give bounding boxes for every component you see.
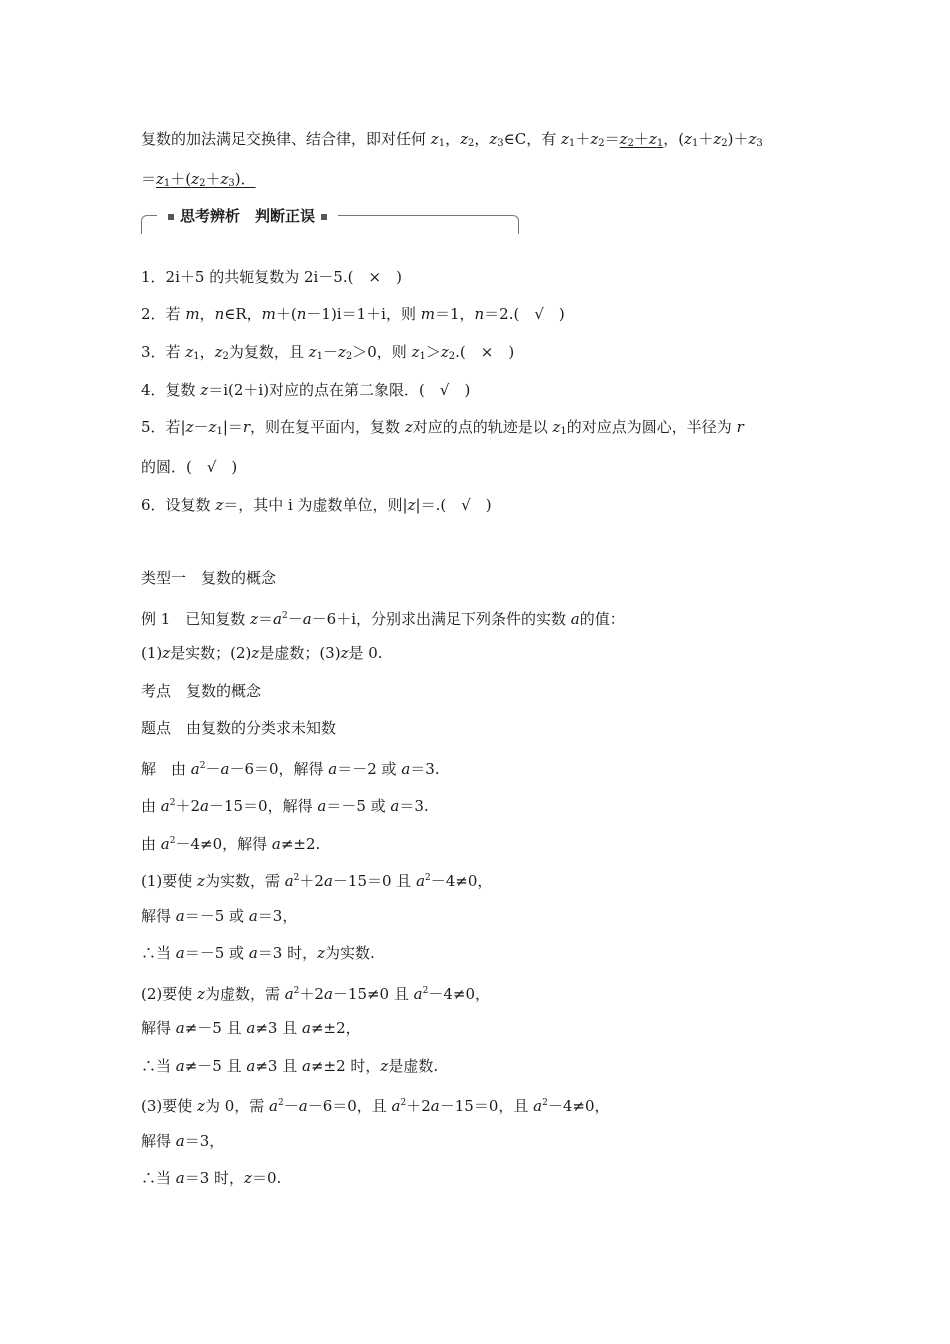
question-text: |＝: [222, 418, 243, 436]
question-text: ＝，其中 i 为虚数单位，则|: [223, 496, 408, 514]
solution-text: 为 0，需: [204, 1097, 270, 1115]
solution-text: ＝3.: [410, 760, 440, 778]
solution-text: ＝－5 或: [184, 907, 249, 925]
solution-text: ≠－5 且: [184, 1057, 247, 1075]
solution-text: ∴当: [141, 1169, 176, 1187]
square-bullet-icon: [168, 214, 174, 220]
solution-text: ＝3，: [184, 1132, 225, 1150]
type-heading: 类型一 复数的概念: [141, 569, 277, 587]
judge-item-6: 6．设复数 z＝，其中 i 为虚数单位，则|z|＝.( √ ): [141, 496, 492, 514]
example-conditions: (1)z是实数；(2)z是虚数；(3)z是 0.: [141, 644, 383, 662]
square-bullet-icon: [321, 214, 327, 220]
intro-line-1: 复数的加法满足交换律、结合律，即对任何 $z_1$，$z_2$，$z_3\in C$，有 $z_1+z_2=z_2+z_1$，$(z_1+z_2)+z_3$: [141, 130, 763, 149]
judge-item-2: 2．若 m，n∈R，m＋(n－1)i＝1＋i，则 m＝1，n＝2.( √ ): [141, 305, 565, 323]
intro-text: 复数的加法满足交换律、结合律，即对任何: [141, 130, 431, 148]
solution-part-1-result: 解得 a＝－5 或 a＝3，: [141, 907, 298, 925]
question-text: .(: [455, 343, 481, 361]
solution-line-3: 由 $a^2-4\ne 0$，解得 a≠±2.: [141, 835, 321, 853]
solution-text: (3)要使: [141, 1097, 198, 1115]
blank-answer: $z_1+(z_2+z_3)$．: [156, 170, 256, 189]
question-text: 为复数，且: [228, 343, 309, 361]
solution-text: ＝3，: [257, 907, 298, 925]
solution-text: (2)要使: [141, 985, 198, 1003]
question-text: ): [381, 268, 402, 286]
question-text: ): [493, 343, 515, 361]
solution-text: 为实数，需: [204, 872, 285, 890]
check-mark: √: [461, 496, 471, 514]
solution-text: 解得: [141, 1132, 176, 1150]
solution-text: 为虚数，需: [204, 985, 285, 1003]
solution-text: －15≠0 且: [332, 985, 414, 1003]
condition-text: 是 0.: [348, 644, 383, 662]
judge-item-4: 4．复数 z＝i(2＋i)对应的点在第二象限．( √ ): [141, 381, 471, 399]
intro-text: ＝: [141, 170, 157, 188]
solution-text: ＝3 时，: [184, 1169, 245, 1187]
solution-line-1: 解 由 $a^2-a-6=0$，解得 a＝－2 或 a＝3.: [141, 760, 440, 778]
section-banner: [141, 206, 519, 234]
solution-text: 解得: [141, 907, 176, 925]
question-text: ＝i(2＋i)对应的点在第二象限．(: [208, 381, 440, 399]
question-text: ∈R，: [224, 305, 262, 323]
question-text: ): [470, 496, 492, 514]
solution-part-2-result: 解得 a≠－5 且 a≠3 且 a≠±2，: [141, 1019, 361, 1037]
question-text: ，则在复平面内，复数: [250, 418, 405, 436]
solution-text: ＝3.: [399, 797, 429, 815]
question-text: 4．复数: [141, 381, 201, 399]
judge-item-5: 5．若$|z-z_1|=r$，则在复平面内，复数 z对应的点的轨迹是以 $z_1$的对应点为圆心，半径为 r: [141, 418, 744, 437]
section-title: 思考辨析 判断正误: [180, 207, 316, 225]
condition-text: 是实数；(2): [170, 644, 252, 662]
solution-text: －4≠0，解得: [175, 835, 272, 853]
question-text: 的对应点为圆心，半径为: [566, 418, 737, 436]
solution-text: 解得: [141, 1019, 176, 1037]
cross-mark: ×: [368, 268, 382, 286]
solution-part-3: (3)要使 z为 0，需 $a^2-a-6=0$，且 $a^2+2a-15=0$，且 $a^2-4\ne 0$，: [141, 1097, 610, 1115]
question-text: ＝1，: [434, 305, 475, 323]
solution-part-1-conclusion: ∴当 a＝－5 或 a＝3 时，z为实数.: [141, 944, 375, 962]
solution-text: 是虚数.: [388, 1057, 439, 1075]
solution-text: －15＝0 且: [332, 872, 417, 890]
question-text: 6．设复数: [141, 496, 216, 514]
solution-text: ＝3 时，: [257, 944, 318, 962]
solution-text: ＝－5 或: [326, 797, 391, 815]
solution-text: ≠3 且: [255, 1019, 302, 1037]
judge-item-1: [141, 266, 402, 288]
question-text: 2．若: [141, 305, 186, 323]
solution-text: －4≠0，: [547, 1097, 610, 1115]
example-text: 的值：: [579, 610, 625, 628]
solution-text: ∴当: [141, 944, 176, 962]
question-text: ): [216, 458, 238, 476]
example-statement: 例 1 已知复数 $z=a^2-a-6+i$，分别求出满足下列条件的实数 a的值：: [141, 610, 625, 628]
intro-line-2: [141, 168, 256, 195]
solution-text: ≠±2，: [310, 1019, 361, 1037]
solution-line-2: 由 $a^2+2a-15=0$，解得 a＝－5 或 a＝3.: [141, 797, 429, 815]
solution-text: 由: [141, 835, 161, 853]
example-text: 例 1 已知复数: [141, 610, 251, 628]
solution-text: ∴当: [141, 1057, 176, 1075]
check-mark: √: [206, 458, 217, 476]
solution-text: ≠±2.: [280, 835, 321, 853]
kaodian-line: 考点 复数的概念: [141, 682, 262, 700]
solution-text: 解 由: [141, 760, 191, 778]
intro-text: ∈C，有: [503, 130, 562, 148]
tidian-line: 题点 由复数的分类求未知数: [141, 719, 337, 737]
question-text: |＝.(: [415, 496, 462, 514]
solution-part-2-conclusion: ∴当 a≠－5 且 a≠3 且 a≠±2 时，z是虚数.: [141, 1057, 439, 1075]
example-text: －6＋i，分别求出满足下列条件的实数: [311, 610, 571, 628]
solution-text: (1)要使: [141, 872, 198, 890]
intro-text: ，(: [663, 130, 685, 148]
judge-item-5-cont: [141, 456, 237, 478]
judge-item-3: 3．若 $z_1$，$z_2$为复数，且 $z_1-z_2>0$，则 $z_1>z_2$.( × ): [141, 343, 515, 362]
solution-text: ＝－2 或: [337, 760, 402, 778]
solution-text: －6＝0，解得: [229, 760, 329, 778]
solution-text: －15＝0，且: [439, 1097, 534, 1115]
solution-part-3-result: 解得 a＝3，: [141, 1132, 225, 1150]
question-text: ＞0，则: [352, 343, 412, 361]
solution-text: －6＝0，且: [307, 1097, 392, 1115]
cross-mark: ×: [480, 343, 494, 361]
question-text: 5．若|: [141, 418, 186, 436]
solution-text: －4≠0，: [430, 872, 493, 890]
solution-text: ≠－5 且: [184, 1019, 247, 1037]
solution-text: ＝－5 或: [184, 944, 249, 962]
solution-part-2: (2)要使 z为虚数，需 $a^2+2a-15\ne 0$ 且 $a^2-4\ne 0$，: [141, 985, 490, 1003]
check-mark: √: [534, 305, 544, 323]
blank-answer: $z_2+z_1$: [619, 130, 664, 149]
solution-text: ≠3 且: [255, 1057, 302, 1075]
question-text: 对应的点的轨迹是以: [412, 418, 553, 436]
question-text: ): [543, 305, 565, 323]
check-mark: √: [439, 381, 450, 399]
question-text: 3．若: [141, 343, 186, 361]
solution-text: 由: [141, 797, 161, 815]
question-text: ): [449, 381, 471, 399]
question-text: ＝2.(: [484, 305, 535, 323]
banner-label: [157, 206, 338, 226]
solution-part-3-conclusion: ∴当 a＝3 时，z＝0.: [141, 1169, 282, 1187]
condition-text: (1): [141, 644, 163, 662]
solution-part-1: (1)要使 z为实数，需 $a^2+2a-15=0$ 且 $a^2-4\ne 0$，: [141, 872, 493, 890]
solution-text: －4≠0，: [428, 985, 490, 1003]
solution-text: －15＝0，解得: [208, 797, 318, 815]
question-text: －1)i＝1＋i，则: [306, 305, 421, 323]
condition-text: 是虚数；(3): [259, 644, 341, 662]
question-text: 的圆．(: [141, 458, 207, 476]
solution-text: ≠±2 时，: [310, 1057, 381, 1075]
solution-text: ＝0.: [251, 1169, 282, 1187]
solution-text: 为实数.: [325, 944, 375, 962]
question-text: 1．2i＋5 的共轭复数为 2i－5.(: [141, 268, 369, 286]
